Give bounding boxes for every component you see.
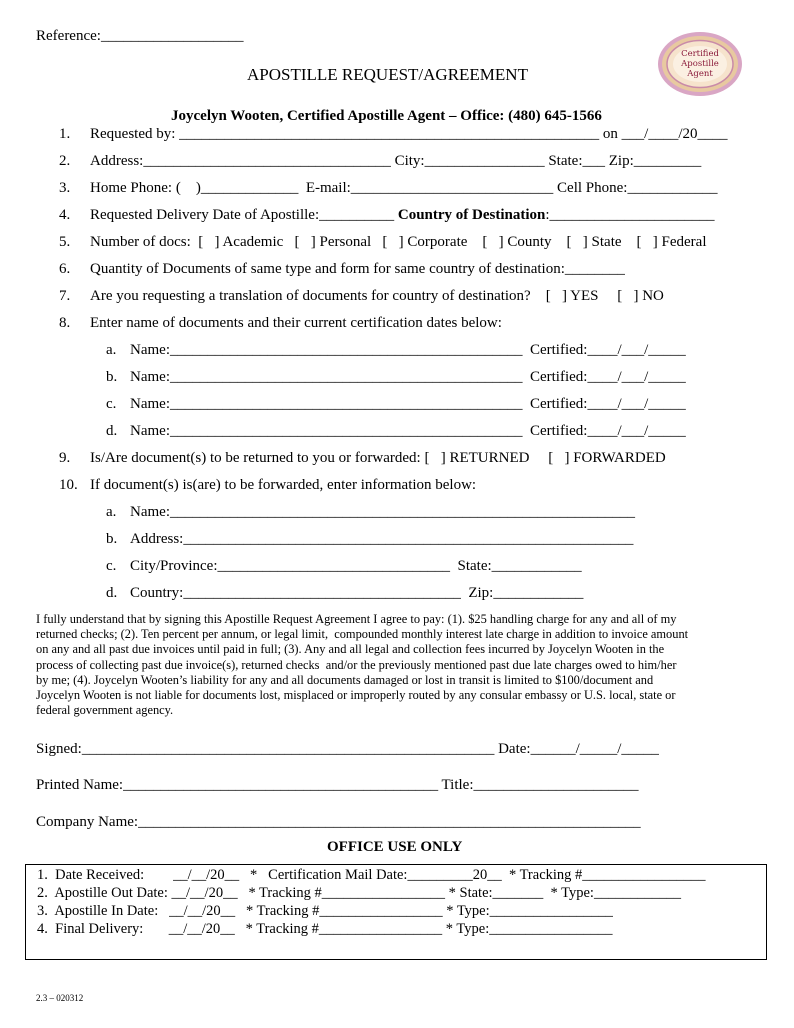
agent-contact-line: Joycelyn Wooten, Certified Apostille Agent – Office: (480) 645-1566: [171, 108, 602, 124]
document-name-field[interactable]: Name:_______________________________________________ Certified:____/___/_____: [130, 396, 686, 412]
sub-item-letter: c.: [106, 558, 117, 574]
phone-email-field[interactable]: Home Phone: ( )_____________ E-mail:___________________________ Cell Phone:____________: [90, 180, 718, 196]
sub-item-letter: a.: [106, 504, 117, 520]
quantity-field[interactable]: Quantity of Documents of same type and form for same country of destination:________: [90, 261, 625, 277]
delivery-destination-field[interactable]: [90, 208, 715, 223]
agreement-line: on any and all past due invoices until paid in full; (3). Any and all legal and collection fees incurred by Joycelyn Wooten in the: [36, 642, 665, 657]
forward-name-field[interactable]: Name:______________________________________________________________: [130, 504, 635, 520]
sub-item-letter: c.: [106, 396, 117, 412]
number-of-docs-checkboxes[interactable]: Number of docs: [ ] Academic [ ] Personal [ ] Corporate [ ] County [ ] State [ ] Federal: [90, 234, 707, 250]
translation-checkboxes[interactable]: Are you requesting a translation of documents for country of destination? [ ] YES [ ] NO: [90, 288, 664, 304]
sub-item-letter: b.: [106, 369, 118, 385]
seal-line-1: Certified: [681, 49, 719, 59]
signed-date-field[interactable]: Signed:_______________________________________________________ Date:______/_____/_____: [36, 741, 659, 757]
item-number: 2.: [59, 153, 71, 169]
agreement-line: returned checks; (2). Ten percent per annum, or legal limit, compounded monthly interest late charge in addition to invoice amount: [36, 627, 689, 642]
agreement-line: by me; (4). Joycelyn Wooten’s liability for any and all documents damaged or lost in transit is limited to $100/document and: [36, 672, 654, 687]
item-number: 3.: [59, 180, 71, 196]
agreement-line: process of collecting past due invoice(s), returned checks and/or the previously mentioned past due late charges owed to him/her: [36, 657, 677, 672]
sub-item-letter: b.: [106, 531, 118, 547]
requested-by-field[interactable]: Requested by: ________________________________________________________ on ___/____/20____: [90, 126, 728, 142]
office-row-apostille-out[interactable]: 2. Apostille Out Date: __/__/20__ * Tracking #_________________ * State:_______ * Type:____________: [37, 885, 681, 901]
forward-city-state-field[interactable]: City/Province:_______________________________ State:____________: [130, 558, 582, 574]
forward-address-field[interactable]: Address:____________________________________________________________: [130, 531, 634, 547]
item-number: 5.: [59, 234, 71, 250]
document-title: APOSTILLE REQUEST/AGREEMENT: [247, 65, 528, 84]
document-name-field[interactable]: Name:_______________________________________________ Certified:____/___/_____: [130, 369, 686, 385]
item-number: 6.: [59, 261, 71, 277]
item-number: 4.: [59, 207, 71, 223]
form-version-code: 2.3 – 020312: [36, 993, 84, 1003]
country-of-destination-label: Country of Destination: [397, 207, 546, 223]
office-row-final-delivery[interactable]: 4. Final Delivery: __/__/20__ * Tracking #_________________ * Type:_________________: [37, 921, 613, 937]
forward-instruction: If document(s) is(are) to be forwarded, enter information below:: [90, 477, 477, 493]
item-number: 1.: [59, 126, 71, 142]
address-field[interactable]: Address:_________________________________ City:________________ State:___ Zip:_________: [90, 153, 702, 169]
office-row-date-received[interactable]: 1. Date Received: __/__/20__ * Certification Mail Date:_________20__ * Tracking #_________________: [37, 867, 706, 883]
company-name-field[interactable]: Company Name:___________________________________________________________________: [36, 814, 641, 830]
item-number: 8.: [59, 315, 71, 331]
delivery-date-label: Requested Delivery Date of Apostille:__________: [90, 207, 398, 223]
item-number: 9.: [59, 450, 71, 466]
seal-line-2: Apostille: [681, 59, 719, 69]
agreement-line: federal government agency.: [36, 703, 174, 718]
return-forward-checkboxes[interactable]: Is/Are document(s) to be returned to you or forwarded: [ ] RETURNED [ ] FORWARDED: [90, 450, 666, 466]
office-use-heading: OFFICE USE ONLY: [327, 839, 463, 855]
sub-item-letter: a.: [106, 342, 117, 358]
printed-name-title-field[interactable]: Printed Name:__________________________________________ Title:______________________: [36, 777, 639, 793]
sub-item-letter: d.: [106, 585, 118, 601]
seal-line-3: Agent: [687, 69, 713, 79]
document-name-field[interactable]: Name:_______________________________________________ Certified:____/___/_____: [130, 342, 686, 358]
document-name-field[interactable]: Name:_______________________________________________ Certified:____/___/_____: [130, 423, 686, 439]
agreement-line: I fully understand that by signing this Apostille Request Agreement I agree to pay: (1). $25 handling charge for any and all of my: [36, 612, 677, 626]
item-number: 10.: [59, 477, 78, 493]
certified-agent-seal: [657, 31, 743, 97]
agreement-line: Joycelyn Wooten is not liable for documents lost, misplaced or improperly routed by any consular embassy or U.S. local, state or: [36, 688, 676, 703]
country-blank: :______________________: [545, 207, 715, 223]
sub-item-letter: d.: [106, 423, 118, 439]
forward-country-zip-field[interactable]: Country:_____________________________________ Zip:____________: [130, 585, 584, 601]
documents-instruction: Enter name of documents and their current certification dates below:: [90, 315, 502, 331]
reference-field[interactable]: Reference:___________________: [36, 28, 244, 44]
item-number: 7.: [59, 288, 71, 304]
office-row-apostille-in[interactable]: 3. Apostille In Date: __/__/20__ * Tracking #_________________ * Type:_________________: [37, 903, 613, 919]
agreement-paragraph: [36, 612, 764, 718]
